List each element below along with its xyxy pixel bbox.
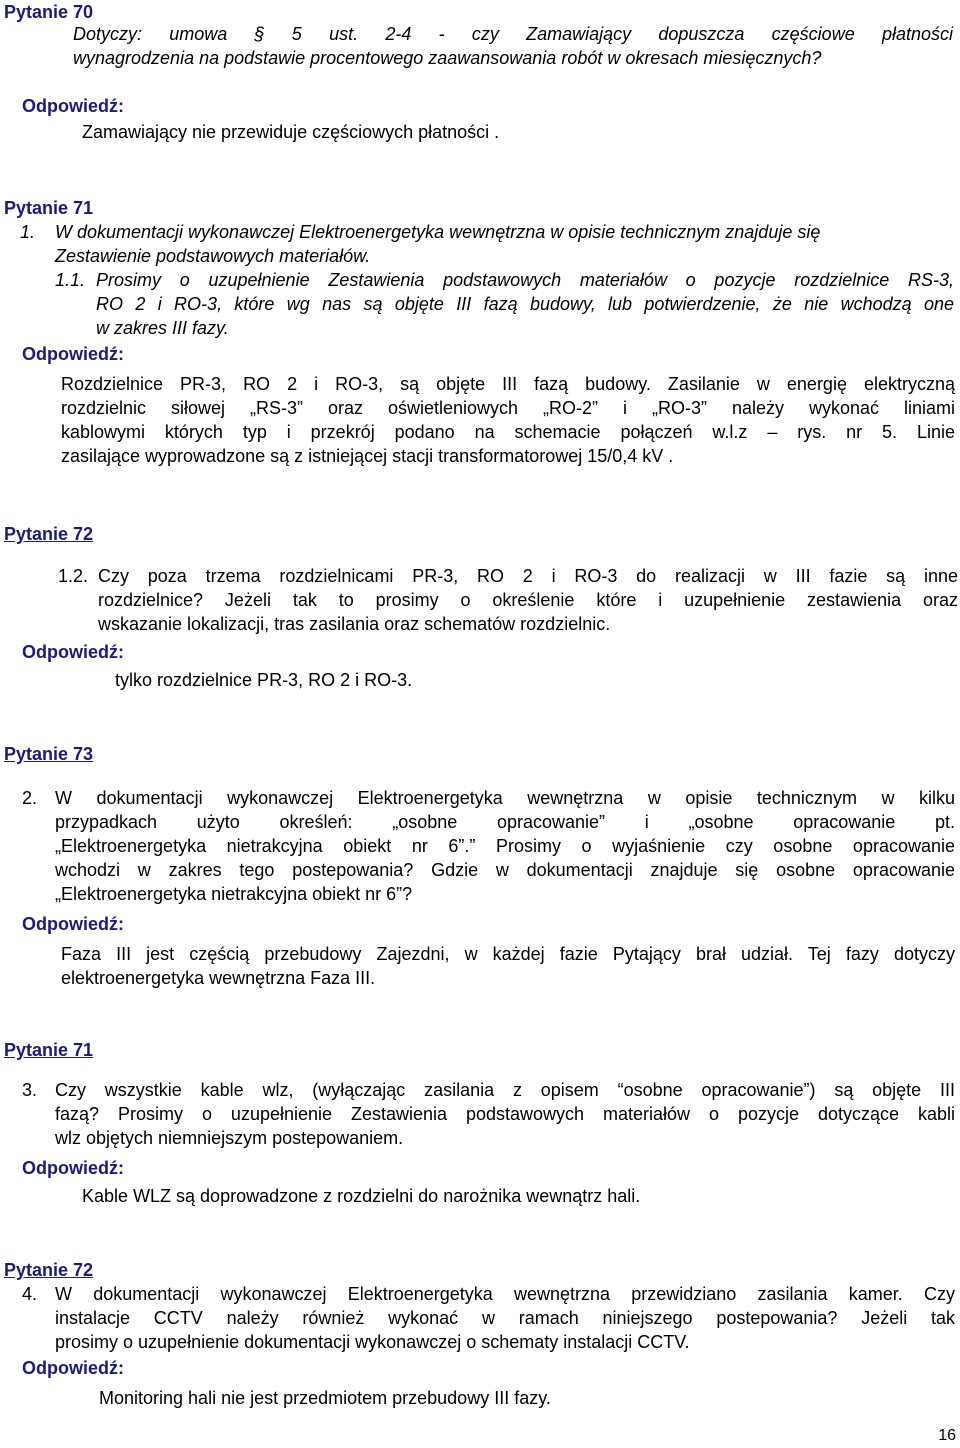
question-71a-answer-label: Odpowiedź: xyxy=(22,344,124,364)
question-71b-title: Pytanie 71 xyxy=(4,1040,94,1060)
question-71a-item-1-line-2: Zestawienie podstawowych materiałów. xyxy=(55,246,371,266)
question-70-answer-label: Odpowiedź: xyxy=(22,96,124,116)
question-71b-number: 3. xyxy=(22,1080,38,1100)
question-71a-item-1-line-1: W dokumentacji wykonawczej Elektroenergetyka wewnętrzna w opisie technicznym znajduje się xyxy=(55,222,821,242)
question-71b-line-3: wlz objętych niemniejszym postepowaniem. xyxy=(55,1128,404,1148)
question-72b-answer-label: Odpowiedź: xyxy=(22,1358,124,1378)
question-70-line-2: wynagrodzenia na podstawie procentowego zaawansowania robót w okresach miesięcznych? xyxy=(73,48,822,68)
question-71a-answer-line-2: rozdzielnic siłowej „RS-3” oraz oświetleniowych „RO-2” i „RO-3” należy wykonać liniami xyxy=(61,398,955,418)
question-72b-answer: Monitoring hali nie jest przedmiotem przebudowy III fazy. xyxy=(99,1388,551,1408)
question-72a-answer: tylko rozdzielnice PR-3, RO 2 i RO-3. xyxy=(115,670,413,690)
question-71a-item-11-line-3: w zakres III fazy. xyxy=(96,318,229,338)
question-71b-line-1: Czy wszystkie kable wlz, (wyłączając zasilania z opisem “osobne opracowanie”) są objęte III xyxy=(55,1080,955,1100)
question-71a-answer-line-3: kablowymi których typ i przekrój podano na schemacie połączeń w.l.z – rys. nr 5. Linie xyxy=(61,422,955,442)
question-72b-title: Pytanie 72 xyxy=(4,1260,94,1280)
question-73-number: 2. xyxy=(22,788,38,808)
question-72b-line-3: prosimy o uzupełnienie dokumentacji wykonawczej o schematy instalacji CCTV. xyxy=(55,1332,690,1352)
question-73-answer-line-2: elektroenergetyka wewnętrzna Faza III. xyxy=(61,968,376,988)
question-73-line-4: wchodzi w zakres tego postepowania? Gdzie w dokumentacji znajduje się osobne opracowanie xyxy=(55,860,955,880)
question-71a-item-11-line-2: RO 2 i RO-3, które wg nas są objęte III fazą budowy, lub potwierdzenie, że nie wchodzą one xyxy=(96,294,954,314)
question-72b-line-2: instalacje CCTV należy również wykonać w ramach niniejszego postepowania? Jeżeli tak xyxy=(55,1308,955,1328)
question-72a-title: Pytanie 72 xyxy=(4,524,94,544)
question-71a-item-11-number: 1.1. xyxy=(55,270,86,290)
question-73-title: Pytanie 73 xyxy=(4,744,94,764)
question-73-line-3: „Elektroenergetyka nietrakcyjna obiekt nr 6”.” Prosimy o wyjaśnienie czy osobne opracowanie xyxy=(55,836,955,856)
question-72a-answer-label: Odpowiedź: xyxy=(22,642,124,662)
question-72b-number: 4. xyxy=(22,1284,38,1304)
question-72b-line-1: W dokumentacji wykonawczej Elektroenergetyka wewnętrzna przewidziano zasilania kamer. Czy xyxy=(55,1284,955,1304)
question-72a-line-2: rozdzielnice? Jeżeli tak to prosimy o określenie które i uzupełnienie zestawienia oraz xyxy=(98,590,958,610)
question-73-line-2: przypadkach użyto określeń: „osobne opracowanie” i „osobne opracowanie pt. xyxy=(55,812,955,832)
question-70-line-1: Dotyczy: umowa § 5 ust. 2-4 - czy Zamawiający dopuszcza częściowe płatności xyxy=(73,24,953,44)
question-72a-line-1: Czy poza trzema rozdzielnicami PR-3, RO 2 i RO-3 do realizacji w III fazie są inne xyxy=(98,566,958,586)
question-71a-item-11-line-1: Prosimy o uzupełnienie Zestawienia podstawowych materiałów o pozycje rozdzielnice RS-3, xyxy=(96,270,954,290)
question-72a-line-3: wskazanie lokalizacji, tras zasilania oraz schematów rozdzielnic. xyxy=(98,614,611,634)
question-73-line-5: „Elektroenergetyka nietrakcyjna obiekt nr 6”? xyxy=(55,884,413,904)
question-73-line-1: W dokumentacji wykonawczej Elektroenergetyka wewnętrzna w opisie technicznym w kilku xyxy=(55,788,955,808)
question-71a-title: Pytanie 71 xyxy=(4,198,94,218)
question-71b-line-2: fazą? Prosimy o uzupełnienie Zestawienia podstawowych materiałów o pozycje dotyczące kabli xyxy=(55,1104,955,1124)
question-71a-answer-line-4: zasilające wyprowadzone są z istniejącej stacji transformatorowej 15/0,4 kV . xyxy=(61,446,674,466)
question-70-title: Pytanie 70 xyxy=(4,2,94,22)
question-71b-answer-label: Odpowiedź: xyxy=(22,1158,124,1178)
question-71a-item-1-number: 1. xyxy=(20,222,36,242)
question-71b-answer: Kable WLZ są doprowadzone z rozdzielni do narożnika wewnątrz hali. xyxy=(82,1186,641,1206)
question-70-answer: Zamawiający nie przewiduje częściowych płatności . xyxy=(82,122,500,142)
question-73-answer-label: Odpowiedź: xyxy=(22,914,124,934)
question-72a-number: 1.2. xyxy=(58,566,89,586)
question-71a-answer-line-1: Rozdzielnice PR-3, RO 2 i RO-3, są objęte III fazą budowy. Zasilanie w energię elektryczną xyxy=(61,374,955,394)
question-73-answer-line-1: Faza III jest częścią przebudowy Zajezdni, w każdej fazie Pytający brał udział. Tej fazy dotyczy xyxy=(61,944,955,964)
page-number: 16 xyxy=(938,1427,956,1444)
